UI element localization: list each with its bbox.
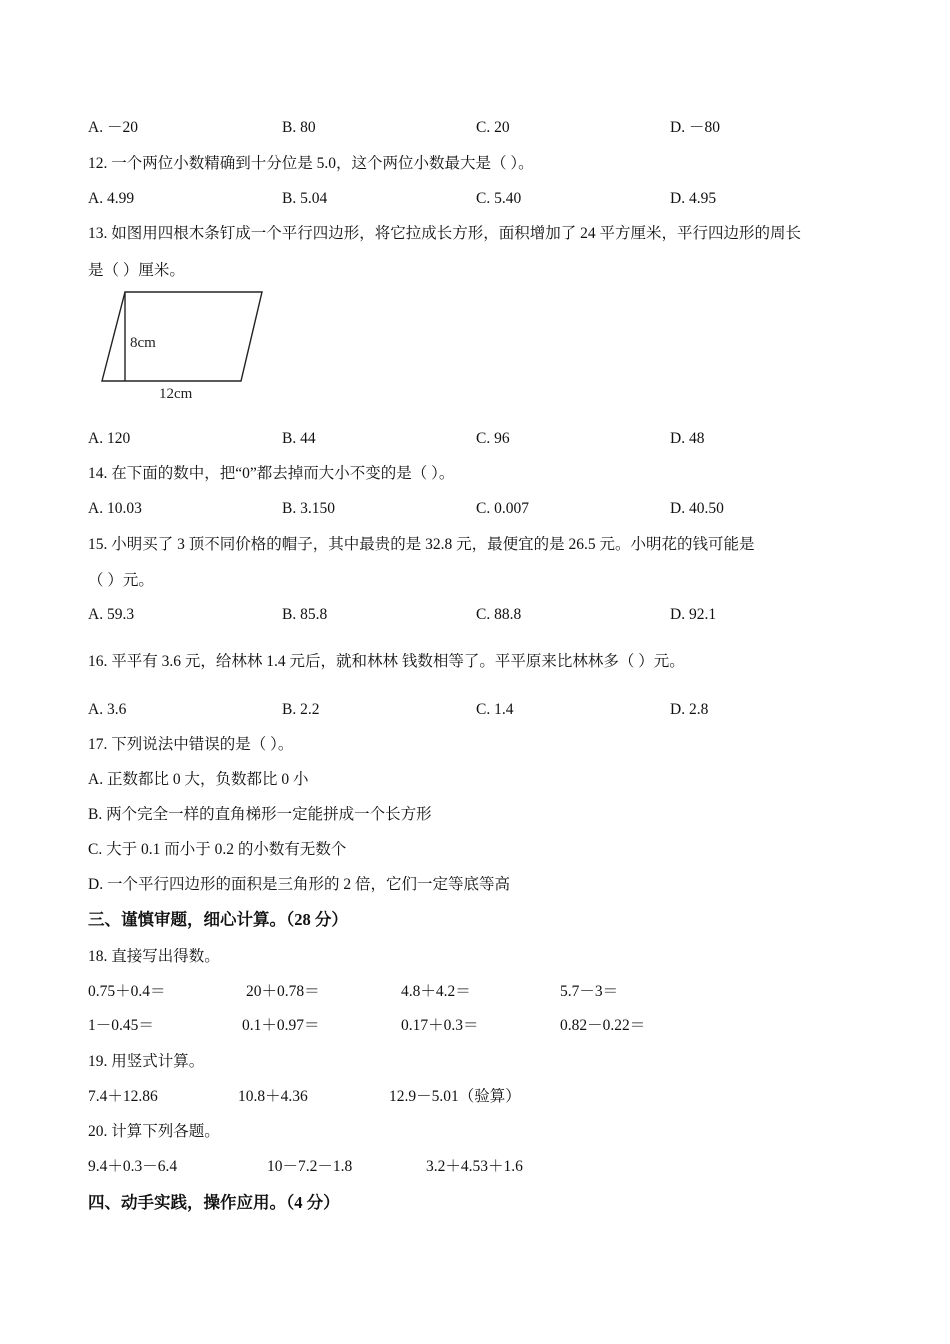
q18-calc-1: 0.75＋0.4＝ bbox=[88, 983, 166, 1000]
q15-stem-line1: 15. 小明买了 3 顶不同价格的帽子，其中最贵的是 32.8 元，最便宜的是 26.5 元。小明花的钱可能是 bbox=[88, 536, 755, 553]
height-label: 8cm bbox=[130, 335, 156, 351]
q14-option-a: A. 10.03 bbox=[88, 500, 142, 517]
q16-option-a: A. 3.6 bbox=[88, 701, 127, 718]
q18-calc-2: 20＋0.78＝ bbox=[246, 983, 320, 1000]
q19-item-1: 7.4＋12.86 bbox=[88, 1088, 158, 1105]
q20-item-3: 3.2＋4.53＋1.6 bbox=[426, 1158, 523, 1175]
q16-option-d: D. 2.8 bbox=[670, 701, 709, 718]
q17-option-b: B. 两个完全一样的直角梯形一定能拼成一个长方形 bbox=[88, 806, 432, 823]
q16-stem: 16. 平平有 3.6 元，给林林 1.4 元后，就和林林 钱数相等了。平平原来比林林多（ ）元。 bbox=[88, 653, 685, 670]
q15-option-b: B. 85.8 bbox=[282, 606, 328, 623]
q17-option-d: D. 一个平行四边形的面积是三角形的 2 倍，它们一定等底等高 bbox=[88, 876, 510, 893]
q15-stem-line2: （ ）元。 bbox=[88, 572, 154, 589]
q17-stem: 17. 下列说法中错误的是（ ）。 bbox=[88, 736, 294, 753]
q12-option-a: A. 4.99 bbox=[88, 190, 135, 207]
q15-option-c: C. 88.8 bbox=[476, 606, 522, 623]
section4-title: 四、动手实践，操作应用。（4 分） bbox=[88, 1193, 340, 1212]
q18-calc-3: 4.8＋4.2＝ bbox=[401, 983, 471, 1000]
q13-option-d: D. 48 bbox=[670, 430, 705, 447]
q16-option-b: B. 2.2 bbox=[282, 701, 320, 718]
q20-item-2: 10－7.2－1.8 bbox=[267, 1158, 353, 1175]
q14-option-d: D. 40.50 bbox=[670, 500, 724, 517]
q13-stem-line1: 13. 如图用四根木条钉成一个平行四边形，将它拉成长方形，面积增加了 24 平方厘米，平行四边形的周长 bbox=[88, 225, 802, 242]
q12-option-b: B. 5.04 bbox=[282, 190, 328, 207]
q11-option-a: A. －20 bbox=[88, 119, 138, 136]
q14-option-b: B. 3.150 bbox=[282, 500, 335, 517]
q20-stem: 20. 计算下列各题。 bbox=[88, 1123, 220, 1140]
q15-option-a: A. 59.3 bbox=[88, 606, 135, 623]
q18-calc-7: 0.17＋0.3＝ bbox=[401, 1017, 479, 1034]
base-label: 12cm bbox=[159, 386, 193, 402]
q11-option-b: B. 80 bbox=[282, 119, 316, 136]
q18-stem: 18. 直接写出得数。 bbox=[88, 948, 220, 965]
q11-option-d: D. －80 bbox=[670, 119, 720, 136]
q20-item-1: 9.4＋0.3－6.4 bbox=[88, 1158, 178, 1175]
q11-option-c: C. 20 bbox=[476, 119, 510, 136]
q14-option-c: C. 0.007 bbox=[476, 500, 529, 517]
q17-option-c: C. 大于 0.1 而小于 0.2 的小数有无数个 bbox=[88, 841, 347, 858]
q16-option-c: C. 1.4 bbox=[476, 701, 514, 718]
q15-option-d: D. 92.1 bbox=[670, 606, 717, 623]
parallelogram-figure bbox=[95, 284, 275, 406]
section3-title: 三、谨慎审题，细心计算。（28 分） bbox=[88, 910, 348, 929]
q12-option-c: C. 5.40 bbox=[476, 190, 522, 207]
parallelogram-shape bbox=[102, 292, 262, 381]
q12-stem: 12. 一个两位小数精确到十分位是 5.0，这个两位小数最大是（ ）。 bbox=[88, 155, 534, 172]
q13-option-c: C. 96 bbox=[476, 430, 510, 447]
q19-item-3: 12.9－5.01（验算） bbox=[389, 1088, 521, 1105]
q14-stem: 14. 在下面的数中，把“0”都去掉而大小不变的是（ ）。 bbox=[88, 465, 455, 482]
q19-stem: 19. 用竖式计算。 bbox=[88, 1053, 205, 1070]
q17-option-a: A. 正数都比 0 大，负数都比 0 小 bbox=[88, 771, 309, 788]
q13-option-b: B. 44 bbox=[282, 430, 316, 447]
q18-calc-8: 0.82－0.22＝ bbox=[560, 1017, 646, 1034]
q13-stem-line2: 是（ ）厘米。 bbox=[88, 262, 185, 279]
q12-option-d: D. 4.95 bbox=[670, 190, 717, 207]
q19-item-2: 10.8＋4.36 bbox=[238, 1088, 308, 1105]
q18-calc-6: 0.1＋0.97＝ bbox=[242, 1017, 320, 1034]
q18-calc-4: 5.7－3＝ bbox=[560, 983, 619, 1000]
q18-calc-5: 1－0.45＝ bbox=[88, 1017, 154, 1034]
q13-option-a: A. 120 bbox=[88, 430, 131, 447]
